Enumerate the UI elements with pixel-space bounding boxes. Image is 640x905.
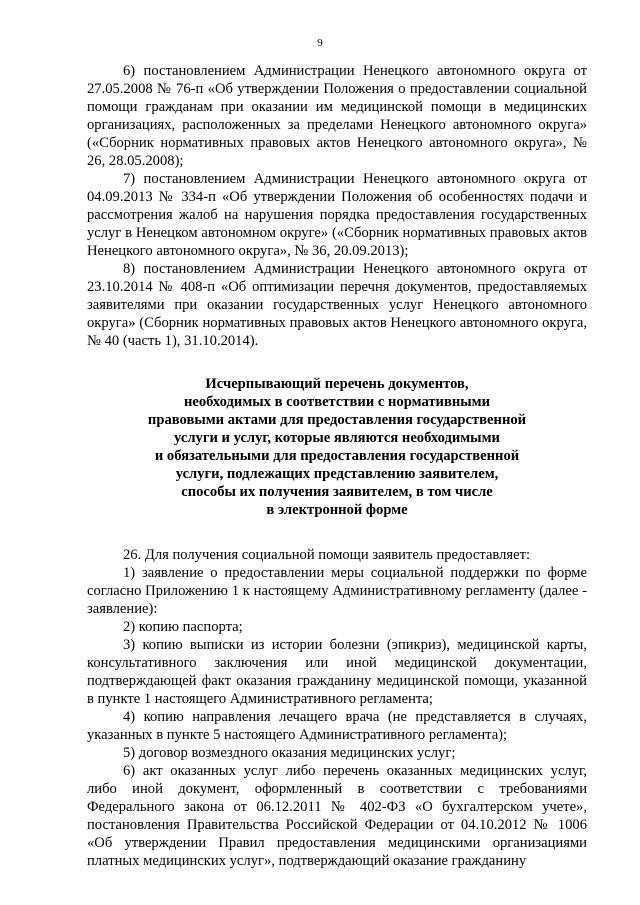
heading-line: в электронной форме xyxy=(266,502,408,518)
requirement-item-3: 3) копию выписки из истории болезни (эпикриз), медицинской карты, консультативного заключения или иной медицинской документации, подтверждающей факт оказания гражданину медицинской помощи, указанной в пункте 1 настоящего Административного регламента; xyxy=(87,637,587,707)
heading-line: услуги и услуг, которые являются необходимыми xyxy=(174,430,500,446)
requirement-item-2: 2) копию паспорта; xyxy=(123,619,243,635)
list-item-6: 6) постановлением Администрации Ненецкого автономного округа от 27.05.2008 № 76-п «Об утверждении Положения о предоставлении социальной помощи гражданам при оказании им медицинской помощи в медицинских организациях, расположенных за пределами Ненецкого автономного округа» («Сборник нормативных правовых актов Ненецкого автономного округа», № 26, 28.05.2008); xyxy=(87,63,587,169)
list-item-8: 8) постановлением Администрации Ненецкого автономного округа от 23.10.2014 № 408-п «Об оптимизации перечня документов, предоставляемых заявителями при оказании государственных услуг Ненецкого автономного округа» (Сборник нормативных правовых актов Ненецкого автономного округа, № 40 (часть 1), 31.10.2014). xyxy=(87,261,587,349)
heading-line: способы их получения заявителем, в том числе xyxy=(181,484,493,500)
heading-line: и обязательными для предоставления государственной xyxy=(154,448,520,464)
requirement-item-1: 1) заявление о предоставлении меры социальной поддержки по форме согласно Приложению 1 к настоящему Административному регламенту (далее - заявление): xyxy=(87,565,587,617)
heading-line: Исчерпывающий перечень документов, xyxy=(205,376,469,392)
page-number: 9 xyxy=(317,37,323,49)
requirement-item-6: 6) акт оказанных услуг либо перечень оказанных медицинских услуг, либо иной документ, оформленный в соответствии с требованиями Федерального закона от 06.12.2011 № 402-ФЗ «О бухгалтерском учете», постановления Правительства Российской Федерации от 04.10.2012 № 1006 «Об утверждении Правил предоставления медицинскими организациями платных медицинских услуг», подтверждающий оказание гражданину xyxy=(87,763,587,869)
list-item-7: 7) постановлением Администрации Ненецкого автономного округа от 04.09.2013 № 334-п «Об утверждении Положения об особенностях подачи и рассмотрения жалоб на нарушения порядка предоставления государственных услуг в Ненецком автономном округе» («Сборник нормативных правовых актов Ненецкого автономного округа», № 36, 20.09.2013); xyxy=(87,171,587,259)
heading-line: услуги, подлежащих представлению заявителем, xyxy=(175,466,499,482)
section-heading xyxy=(87,375,587,519)
requirement-item-4: 4) копию направления лечащего врача (не представляется в случаях, указанных в пункте 5 настоящего Административного регламента); xyxy=(87,709,587,743)
heading-line: необходимых в соответствии с нормативными xyxy=(184,394,490,410)
heading-line: правовыми актами для предоставления государственной xyxy=(147,412,527,428)
document-body xyxy=(87,62,587,870)
requirement-item-5: 5) договор возмездного оказания медицинских услуг; xyxy=(123,745,456,761)
clause-26: 26. Для получения социальной помощи заявитель предоставляет: xyxy=(123,547,531,563)
